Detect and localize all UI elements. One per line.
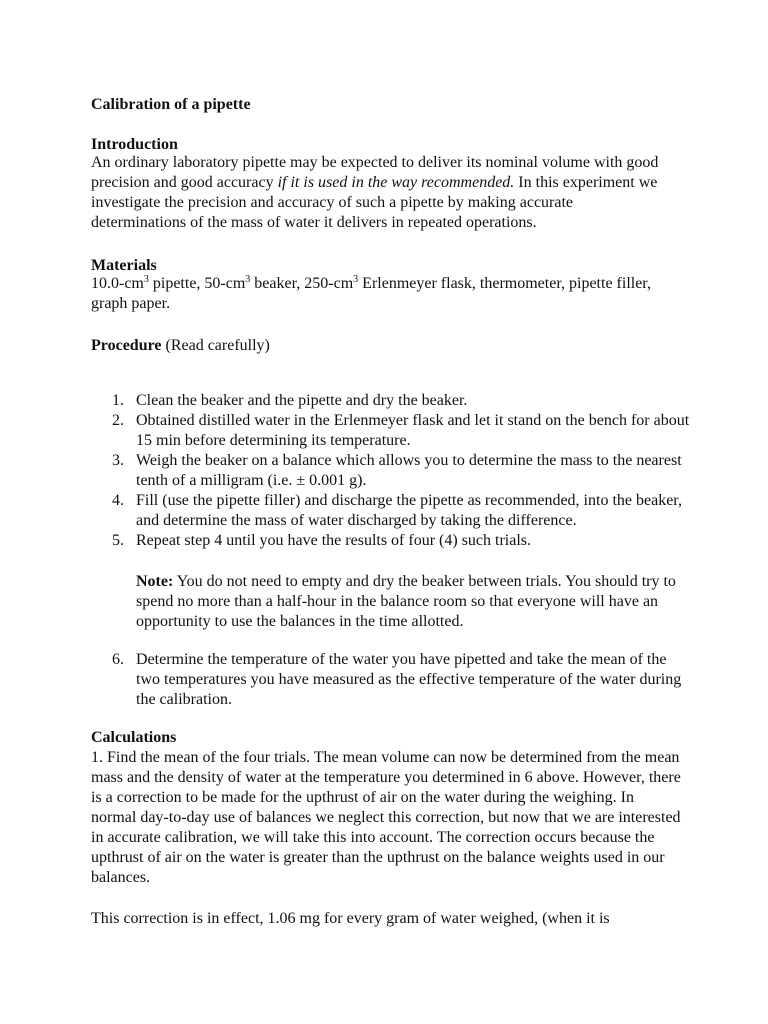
procedure-step (112, 411, 692, 451)
step-number: 5. (112, 532, 124, 549)
procedure-step (112, 491, 692, 531)
step-number: 1. (112, 392, 124, 409)
materials-paragraph (91, 274, 671, 314)
step-text: Clean the beaker and the pipette and dry the beaker. (136, 392, 468, 409)
materials-part-1: 10.0-cm (91, 275, 144, 292)
procedure-step (112, 650, 692, 710)
introduction-text-end: In this experiment we investigate the precision and accuracy of such a pipette by making accurate determinations of the mass of water it delivers in repeated operations. (91, 174, 658, 231)
introduction-heading-text: Introduction (91, 136, 178, 153)
step-number: 3. (112, 452, 124, 469)
step-text: Weigh the beaker on a balance which allows you to determine the mass to the nearest tenth of a milligram (i.e. ± 0.001 g). (136, 452, 682, 489)
procedure-subheading: (Read carefully) (161, 337, 270, 354)
procedure-step (112, 451, 692, 491)
step-number: 2. (112, 412, 124, 429)
materials-part-4: Erlenmeyer flask, thermometer, pipette filler, graph paper. (91, 275, 651, 312)
note-text: You do not need to empty and dry the beaker between trials. You should try to spend no more than a half-hour in the balance room so that everyone will have an opportunity to use the balances in the time allotted. (136, 573, 676, 630)
step-number: 4. (112, 492, 124, 509)
procedure-steps-list (112, 391, 692, 551)
correction-paragraph: This correction is in effect, 1.06 mg for every gram of water weighed, (when it is (91, 910, 610, 927)
calculations-heading-text: Calculations (91, 729, 177, 746)
materials-part-2: pipette, 50-cm (148, 275, 246, 292)
superscript-3: 3 (245, 274, 251, 285)
procedure-step-6 (112, 650, 692, 710)
procedure-step (112, 391, 692, 411)
note-label: Note: (136, 573, 174, 590)
superscript-3: 3 (143, 274, 149, 285)
calculations-paragraph: 1. Find the mean of the four trials. The mean volume can now be determined from the mean mass and the density of water at the temperature you determined in 6 above. However, there is a correction to be made for the upthrust of air on the water during the weighing. In normal day-to-day use of balances we neglect this correction, but now that we are interested in accurate calibration, we will take this into account. The correction occurs because the upthrust of air on the water is greater than the upthrust on the balance weights used in our balances. (91, 749, 681, 886)
step-text: Repeat step 4 until you have the results of four (4) such trials. (136, 532, 532, 549)
introduction-paragraph (91, 153, 671, 233)
introduction-italic-text: if it is used in the way recommended. (277, 174, 515, 191)
procedure-note (136, 572, 696, 632)
introduction-text-start: An ordinary laboratory pipette may be expected to deliver its nominal volume with good precision and good accuracy (91, 154, 659, 191)
introduction-heading (91, 135, 691, 155)
materials-part-3: beaker, 250-cm (250, 275, 354, 292)
materials-heading (91, 256, 691, 276)
materials-heading-text: Materials (91, 257, 157, 274)
procedure-heading (91, 336, 691, 356)
step-text: Obtained distilled water in the Erlenmeyer flask and let it stand on the bench for about 15 min before determining its temperature. (136, 412, 690, 449)
procedure-step (112, 531, 692, 551)
step-text: Fill (use the pipette filler) and discharge the pipette as recommended, into the beaker, and determine the mass of water discharged by taking the difference. (136, 492, 682, 529)
step-number: 6. (112, 651, 124, 668)
calculations-heading (91, 728, 691, 748)
page-title-text: Calibration of a pipette (91, 96, 251, 113)
page-title (91, 95, 691, 115)
procedure-heading-text: Procedure (91, 337, 162, 354)
step-text: Determine the temperature of the water you have pipetted and take the mean of the two temperatures you have measured as the effective temperature of the water during the calibration. (136, 651, 682, 708)
superscript-3: 3 (353, 274, 359, 285)
